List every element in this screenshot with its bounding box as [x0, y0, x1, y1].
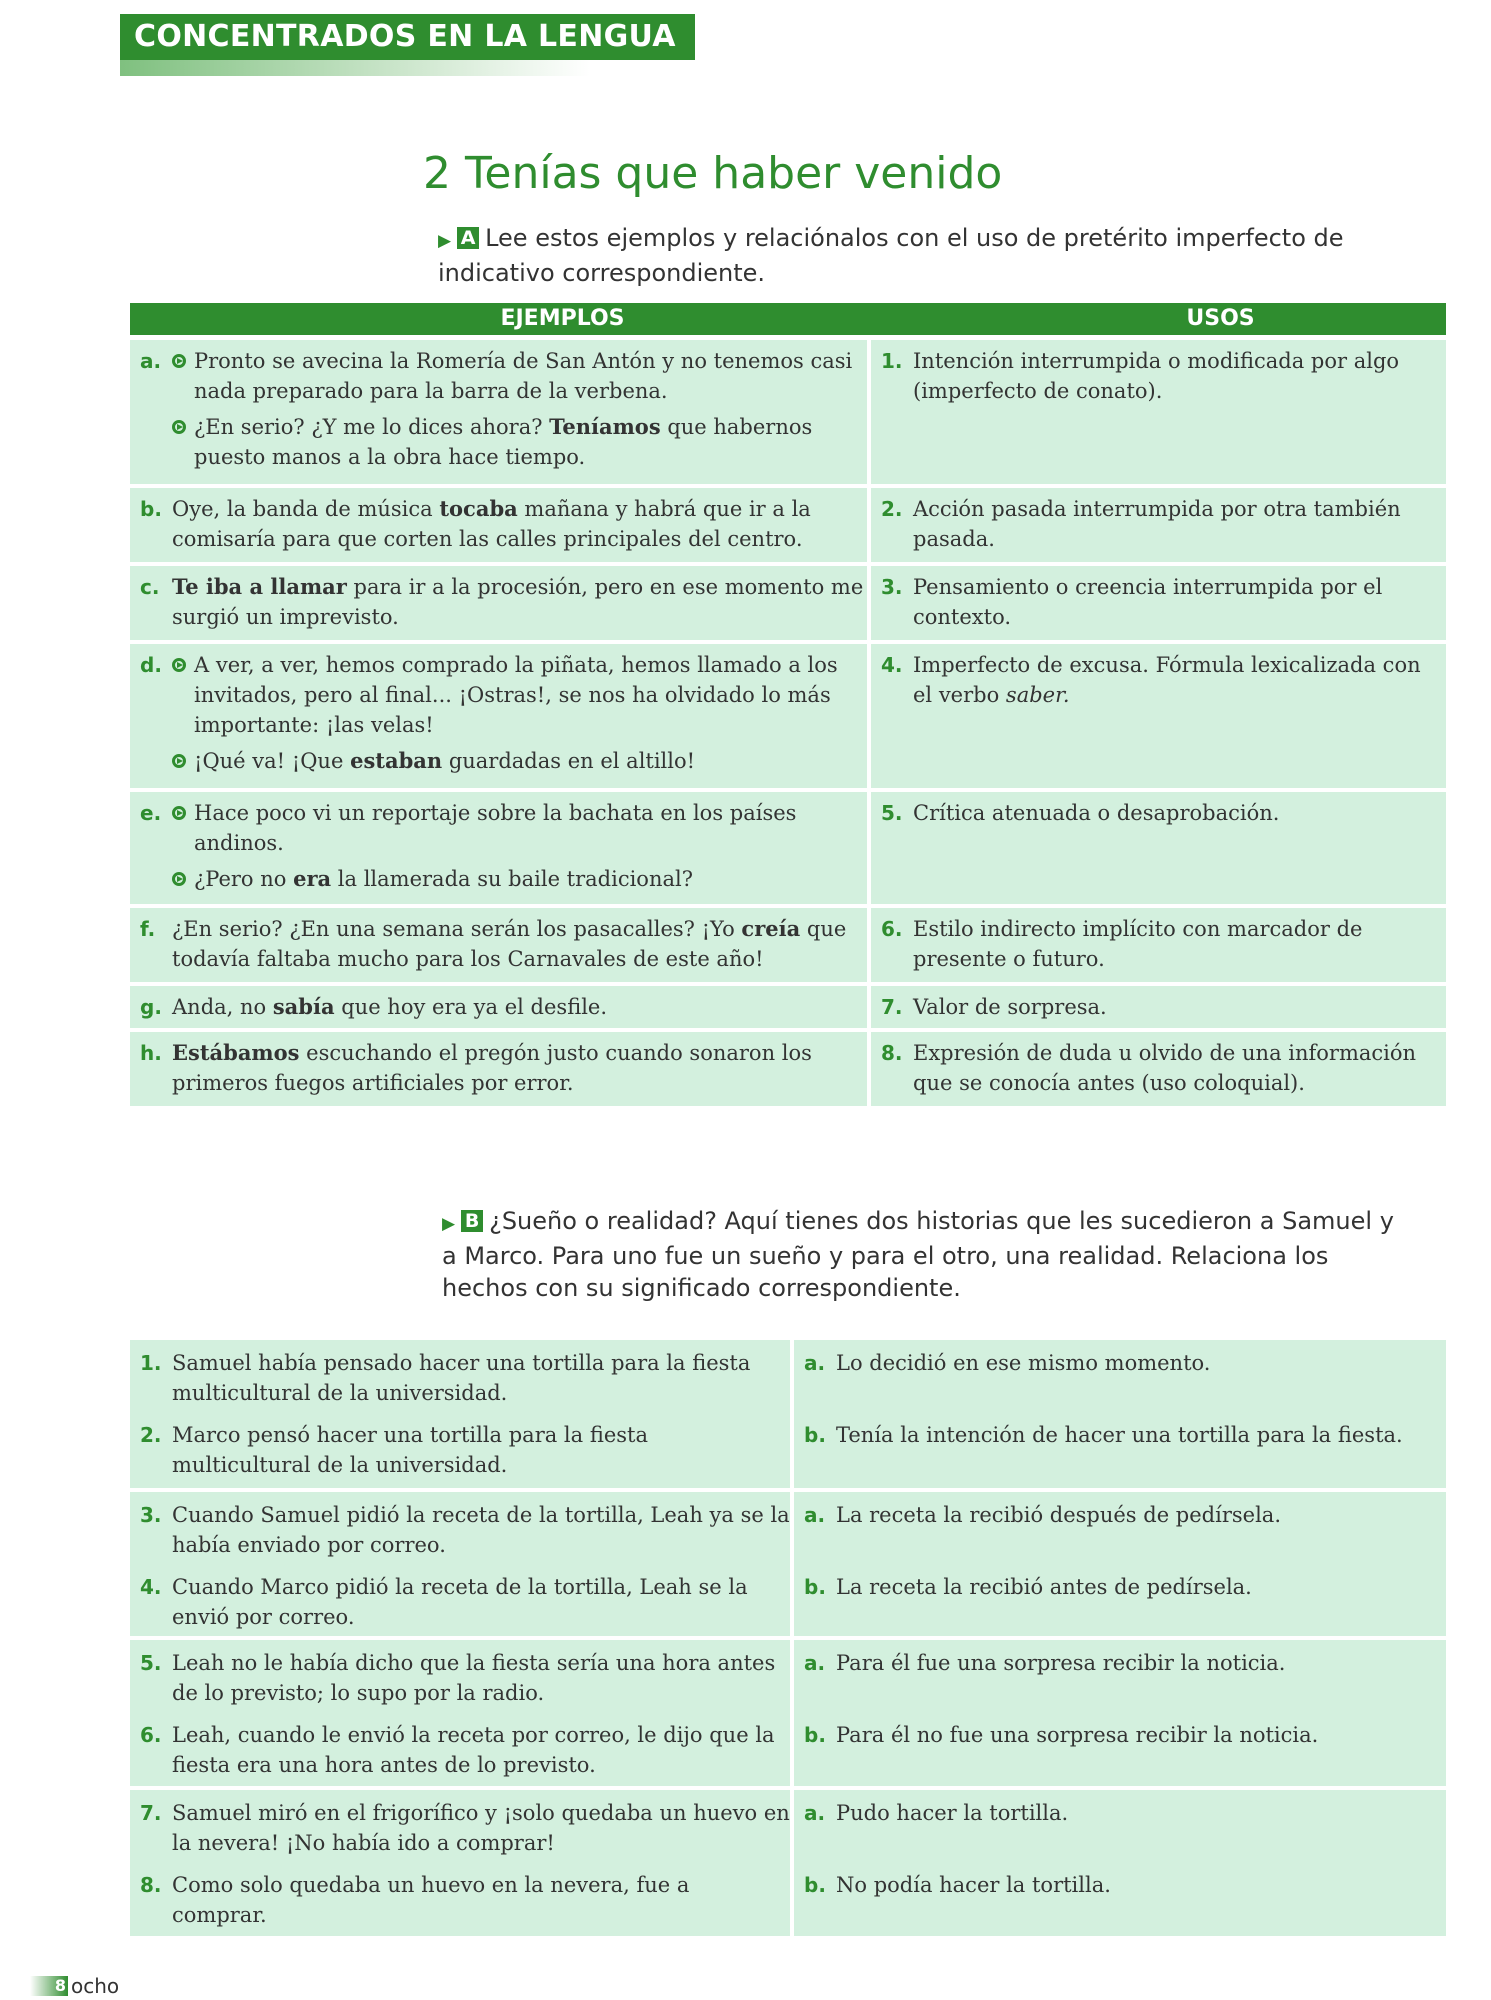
- fact-label: 8.: [140, 1873, 162, 1897]
- use-line: [871, 992, 1446, 1022]
- use-text-italic: saber.: [1005, 683, 1070, 707]
- meaning-item: [794, 1500, 1446, 1530]
- example-line: [130, 992, 867, 1022]
- example-cell: [130, 644, 867, 788]
- meaning-item: [794, 1870, 1446, 1900]
- example-cell: [130, 340, 867, 484]
- example-text: que hoy era ya el desfile.: [334, 995, 608, 1019]
- example-bold-verb: creía: [741, 916, 801, 941]
- example-line: [130, 650, 867, 740]
- section-banner: CONCENTRADOS EN LA LENGUA: [120, 14, 695, 60]
- meaning-label: b.: [804, 1873, 826, 1897]
- example-label: f.: [140, 917, 156, 941]
- dialogue-icon: [172, 872, 186, 886]
- example-label: h.: [140, 1041, 162, 1065]
- use-cell: [871, 566, 1446, 640]
- fact-cell: [130, 1492, 790, 1636]
- meaning-label: a.: [804, 1801, 826, 1825]
- instruction-a-text: Lee estos ejemplos y relaciónalos con el uso de pretérito imperfecto de indicativo correspondiente.: [438, 224, 1344, 287]
- use-line: [871, 914, 1446, 974]
- example-text: ¿En serio? ¿En una semana serán los pasacalles? ¡Yo: [172, 917, 742, 941]
- example-bold-verb: sabía: [272, 994, 335, 1019]
- use-text: Acción pasada interrumpida por otra también pasada.: [913, 497, 1401, 551]
- fact-item: [130, 1648, 790, 1708]
- meaning-item: [794, 1798, 1446, 1828]
- example-bold-verb: tocaba: [439, 496, 518, 521]
- example-line: [130, 914, 867, 974]
- meaning-text: La receta la recibió antes de pedírsela.: [836, 1575, 1252, 1599]
- example-cell: [130, 792, 867, 904]
- fact-text: Samuel miró en el frigorífico y ¡solo quedaba un huevo en la nevera! ¡No había ido a comprar!: [172, 1801, 790, 1855]
- meaning-label: a.: [804, 1503, 826, 1527]
- use-label: 8.: [881, 1041, 903, 1065]
- example-line: [130, 864, 867, 894]
- fact-cell: [130, 1640, 790, 1786]
- example-text: para ir a la procesión, pero en ese momento me surgió un imprevisto.: [172, 575, 864, 629]
- meaning-label: a.: [804, 1351, 826, 1375]
- meaning-text: La receta la recibió después de pedírsela.: [836, 1503, 1281, 1527]
- meaning-cell: [794, 1492, 1446, 1636]
- fact-item: [130, 1420, 790, 1480]
- use-label: 1.: [881, 349, 903, 373]
- meaning-text: Para él fue una sorpresa recibir la noticia.: [836, 1651, 1286, 1675]
- use-text: Estilo indirecto implícito con marcador de presente o futuro.: [913, 917, 1363, 971]
- example-cell: [130, 566, 867, 640]
- dialogue-icon: [172, 806, 186, 820]
- fact-cell: [130, 1340, 790, 1488]
- meaning-label: b.: [804, 1575, 826, 1599]
- fact-item: [130, 1348, 790, 1408]
- example-bold-verb: Teníamos: [549, 414, 661, 439]
- fact-text: Marco pensó hacer una tortilla para la fiesta multicultural de la universidad.: [172, 1423, 649, 1477]
- example-line: [130, 746, 867, 776]
- instruction-b-text: ¿Sueño o realidad? Aquí tienes dos historias que les sucedieron a Samuel y a Marco. Para uno fue un sueño y para el otro, una realidad. Relaciona los hechos con su significado correspondiente.: [442, 1207, 1394, 1302]
- meaning-item: [794, 1348, 1446, 1378]
- fact-text: Leah, cuando le envió la receta por correo, le dijo que la fiesta era una hora antes de lo previsto.: [172, 1723, 775, 1777]
- meaning-text: Para él no fue una sorpresa recibir la noticia.: [836, 1723, 1319, 1747]
- fact-label: 3.: [140, 1503, 162, 1527]
- meaning-item: [794, 1420, 1446, 1450]
- example-text: mañana y habrá que ir a la comisaría para que corten las calles principales del centro.: [172, 497, 811, 551]
- example-text: Hace poco vi un reportaje sobre la bachata en los países andinos.: [194, 801, 797, 855]
- fact-text: Leah no le había dicho que la fiesta sería una hora antes de lo previsto; lo supo por la radio.: [172, 1651, 776, 1705]
- fact-label: 6.: [140, 1723, 162, 1747]
- fact-item: [130, 1572, 790, 1632]
- example-label: a.: [140, 349, 162, 373]
- use-label: 6.: [881, 917, 903, 941]
- use-line: [871, 798, 1446, 828]
- example-line: [130, 346, 867, 406]
- fact-text: Cuando Samuel pidió la receta de la tortilla, Leah ya se la había enviado por correo.: [172, 1503, 790, 1557]
- page-word: ocho: [71, 1974, 120, 1998]
- page-footer: [30, 1974, 119, 1996]
- page-title: 2 Tenías que haber venido: [423, 148, 1003, 199]
- arrow-icon: ▶: [442, 1214, 456, 1234]
- use-cell: [871, 792, 1446, 904]
- col-uses: USOS: [1186, 306, 1255, 331]
- example-label: b.: [140, 497, 162, 521]
- use-text: Imperfecto de excusa. Fórmula lexicalizada con el verbo: [913, 653, 1421, 707]
- use-line: [871, 494, 1446, 554]
- example-text: que todavía faltaba mucho para los Carnavales de este año!: [172, 917, 847, 971]
- example-line: [130, 572, 867, 632]
- instruction-b: [442, 1205, 1402, 1304]
- use-line: [871, 1038, 1446, 1098]
- page-number: 8: [30, 1976, 68, 1996]
- fact-cell: [130, 1790, 790, 1936]
- example-label: d.: [140, 653, 162, 677]
- use-text: Pensamiento o creencia interrumpida por el contexto.: [913, 575, 1383, 629]
- dialogue-icon: [172, 354, 186, 368]
- example-cell: [130, 908, 867, 982]
- use-cell: [871, 488, 1446, 562]
- example-text: A ver, a ver, hemos comprado la piñata, hemos llamado a los invitados, pero al final... ¡Ostras!, se nos ha olvidado lo más importante: ¡las velas!: [194, 653, 838, 737]
- use-label: 3.: [881, 575, 903, 599]
- example-line: [130, 798, 867, 858]
- fact-label: 2.: [140, 1423, 162, 1447]
- example-text: la llamerada su baile tradicional?: [331, 867, 693, 891]
- instruction-a: [438, 222, 1368, 289]
- meaning-item: [794, 1648, 1446, 1678]
- fact-text: Cuando Marco pidió la receta de la tortilla, Leah se la envió por correo.: [172, 1575, 748, 1629]
- meaning-text: No podía hacer la tortilla.: [836, 1873, 1111, 1897]
- fact-label: 7.: [140, 1801, 162, 1825]
- example-label: e.: [140, 801, 162, 825]
- meaning-label: b.: [804, 1423, 826, 1447]
- example-bold-verb: estaban: [350, 748, 443, 773]
- badge-b: B: [461, 1210, 483, 1232]
- table-header: [130, 303, 1446, 335]
- fact-text: Samuel había pensado hacer una tortilla para la fiesta multicultural de la universidad.: [172, 1351, 751, 1405]
- example-bold-verb: Te iba a llamar: [172, 574, 347, 599]
- dialogue-icon: [172, 754, 186, 768]
- example-text: Oye, la banda de música: [172, 497, 440, 521]
- example-text: escuchando el pregón justo cuando sonaron los primeros fuegos artificiales por error.: [172, 1041, 812, 1095]
- fact-item: [130, 1720, 790, 1780]
- example-label: g.: [140, 995, 162, 1019]
- fact-item: [130, 1870, 790, 1930]
- meaning-cell: [794, 1340, 1446, 1488]
- example-line: [130, 1038, 867, 1098]
- example-bold-verb: era: [293, 866, 332, 891]
- example-line: [130, 412, 867, 472]
- badge-a: A: [457, 227, 479, 249]
- col-examples: EJEMPLOS: [500, 306, 625, 331]
- example-line: [130, 494, 867, 554]
- fact-item: [130, 1500, 790, 1560]
- example-text: ¿Pero no: [194, 867, 294, 891]
- use-line: [871, 572, 1446, 632]
- fact-label: 5.: [140, 1651, 162, 1675]
- example-cell: [130, 488, 867, 562]
- example-text: ¿En serio? ¿Y me lo dices ahora?: [194, 415, 550, 439]
- use-cell: [871, 1032, 1446, 1106]
- use-cell: [871, 340, 1446, 484]
- example-cell: [130, 986, 867, 1028]
- use-cell: [871, 644, 1446, 788]
- use-text: Crítica atenuada o desaprobación.: [913, 801, 1280, 825]
- use-label: 2.: [881, 497, 903, 521]
- meaning-text: Tenía la intención de hacer una tortilla para la fiesta.: [836, 1423, 1403, 1447]
- use-label: 4.: [881, 653, 903, 677]
- fact-item: [130, 1798, 790, 1858]
- fact-label: 1.: [140, 1351, 162, 1375]
- dialogue-icon: [172, 420, 186, 434]
- meaning-cell: [794, 1640, 1446, 1786]
- meaning-item: [794, 1720, 1446, 1750]
- dialogue-icon: [172, 658, 186, 672]
- example-label: c.: [140, 575, 160, 599]
- example-text: Pronto se avecina la Romería de San Antón y no tenemos casi nada preparado para la barra de la verbena.: [194, 349, 853, 403]
- fact-text: Como solo quedaba un huevo en la nevera, fue a comprar.: [172, 1873, 690, 1927]
- banner-shadow: [120, 60, 590, 76]
- meaning-text: Lo decidió en ese mismo momento.: [836, 1351, 1211, 1375]
- meaning-label: a.: [804, 1651, 826, 1675]
- example-bold-verb: Estábamos: [172, 1040, 300, 1065]
- meaning-text: Pudo hacer la tortilla.: [836, 1801, 1069, 1825]
- example-cell: [130, 1032, 867, 1106]
- use-label: 5.: [881, 801, 903, 825]
- use-cell: [871, 986, 1446, 1028]
- use-text: Valor de sorpresa.: [913, 995, 1107, 1019]
- use-cell: [871, 908, 1446, 982]
- fact-label: 4.: [140, 1575, 162, 1599]
- use-label: 7.: [881, 995, 903, 1019]
- example-text: guardadas en el altillo!: [442, 749, 696, 773]
- use-text: Expresión de duda u olvido de una información que se conocía antes (uso coloquial).: [913, 1041, 1417, 1095]
- meaning-label: b.: [804, 1723, 826, 1747]
- example-text: Anda, no: [172, 995, 273, 1019]
- example-text: que habernos puesto manos a la obra hace tiempo.: [194, 415, 813, 469]
- meaning-cell: [794, 1790, 1446, 1936]
- meaning-item: [794, 1572, 1446, 1602]
- example-text: ¡Qué va! ¡Que: [194, 749, 351, 773]
- use-line: [871, 650, 1446, 710]
- use-line: [871, 346, 1446, 406]
- arrow-icon: ▶: [438, 231, 452, 251]
- use-text: Intención interrumpida o modificada por algo (imperfecto de conato).: [913, 349, 1400, 403]
